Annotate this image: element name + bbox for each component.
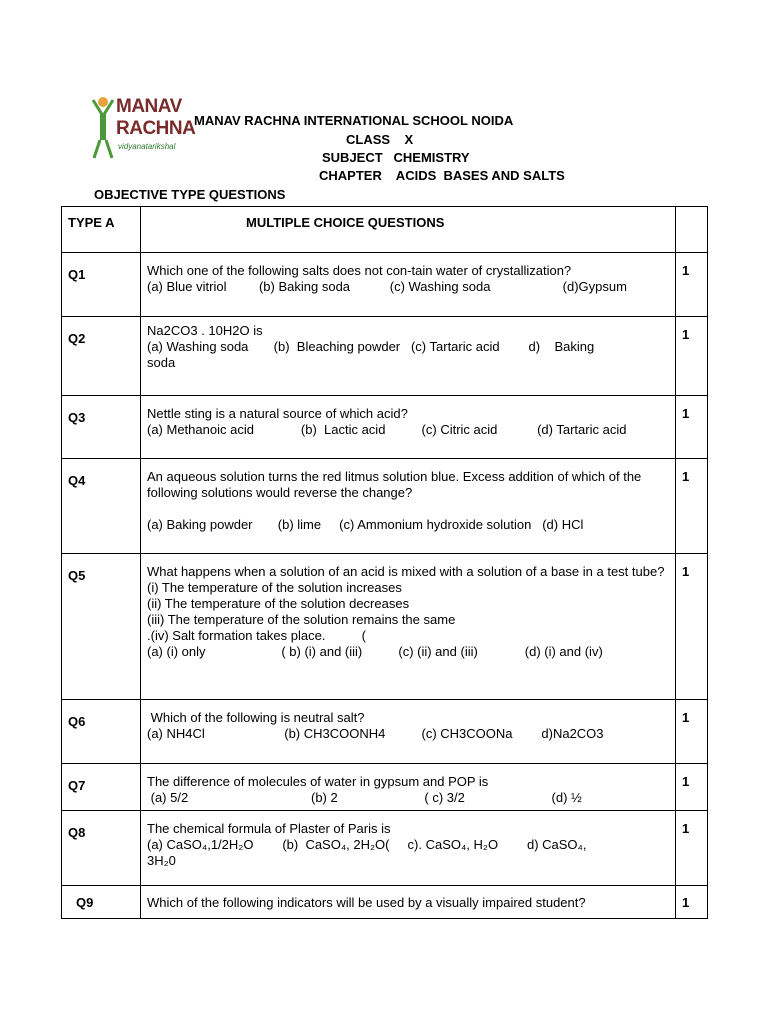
question-text: Which one of the following salts does not con-tain water of crystallization? [147,263,572,278]
statement: .(iv) Salt formation takes place. ( [147,628,366,643]
question-options: (a) NH4Cl (b) CH3COONH4 (c) CH3COONa d)Na2CO3 [147,726,604,741]
question-number: Q8 [62,811,141,886]
marks: 1 [676,700,708,764]
marks: 1 [676,253,708,317]
question-row [62,811,708,886]
logo-tagline: vidyanatarikshal [118,142,176,151]
question-options: (a) Blue vitriol (b) Baking soda (c) Washing soda (d)Gypsum [147,279,627,294]
marks: 1 [676,886,708,919]
question-number: Q1 [62,253,141,317]
subject-line: SUBJECT CHEMISTRY [322,150,470,165]
question-row [62,253,708,317]
question-options-cont: 3H₂0 [147,853,176,868]
statement: (ii) The temperature of the solution decreases [147,596,410,611]
question-row [62,396,708,459]
question-table [61,206,708,919]
question-number: Q5 [62,554,141,700]
question-row [62,700,708,764]
question-row [62,317,708,396]
question-text: What happens when a solution of an acid is mixed with a solution of a base in a test tube? [147,564,665,579]
marks: 1 [676,396,708,459]
question-options-cont: soda [147,355,176,370]
question-row [62,554,708,700]
question-number: Q4 [62,459,141,554]
question-text: The chemical formula of Plaster of Paris is [147,821,391,836]
chapter-line: CHAPTER ACIDS BASES AND SALTS [319,168,565,183]
marks: 1 [676,554,708,700]
school-logo [90,94,194,164]
statement: (i) The temperature of the solution increases [147,580,402,595]
type-label: TYPE A [62,207,141,253]
marks: 1 [676,459,708,554]
marks: 1 [676,764,708,811]
question-text: Nettle sting is a natural source of which acid? [147,406,408,421]
question-number: Q9 [62,886,141,919]
table-heading [141,207,676,253]
question-number: Q2 [62,317,141,396]
question-options: (a) Methanoic acid (b) Lactic acid (c) Citric acid (d) Tartaric acid [147,422,627,437]
question-row [62,459,708,554]
question-row [62,764,708,811]
section-title: OBJECTIVE TYPE QUESTIONS [94,187,286,202]
statement: (iii) The temperature of the solution remains the same [147,612,456,627]
question-options: (a) CaSO₄,1/2H₂O (b) CaSO₄, 2H₂O( c). CaSO₄, H₂O d) CaSO₄, [147,837,587,852]
question-text: An aqueous solution turns the red litmus solution blue. Excess addition of which of the following solutions would reverse the change? [147,469,642,500]
table-heading-text: MULTIPLE CHOICE QUESTIONS [246,215,445,230]
logo-figure-icon [90,94,116,160]
question-number: Q6 [62,700,141,764]
question-text: Which of the following indicators will be used by a visually impaired student? [141,886,676,919]
question-options: (a) Baking powder (b) lime (c) Ammonium hydroxide solution (d) HCl [147,517,584,532]
question-options: (a) Washing soda (b) Bleaching powder (c) Tartaric acid d) Baking [147,339,595,354]
question-text: The difference of molecules of water in gypsum and POP is [147,774,489,789]
question-number: Q7 [62,764,141,811]
logo-line2: RACHNA [116,118,196,139]
question-text: Na2CO3 . 10H2O is [147,323,263,338]
question-options: (a) 5/2 (b) 2 ( c) 3/2 (d) ½ [147,790,582,805]
logo-line1: MANAV [116,96,182,117]
class-line: CLASS X [346,132,414,147]
question-number: Q3 [62,396,141,459]
school-name: MANAV RACHNA INTERNATIONAL SCHOOL NOIDA [194,113,514,128]
question-text: Which of the following is neutral salt? [147,710,365,725]
question-row [62,886,708,919]
marks: 1 [676,811,708,886]
table-header-row [62,207,708,253]
question-options: (a) (i) only ( b) (i) and (iii) (c) (ii) and (iii) (d) (i) and (iv) [147,644,603,659]
marks: 1 [676,317,708,396]
